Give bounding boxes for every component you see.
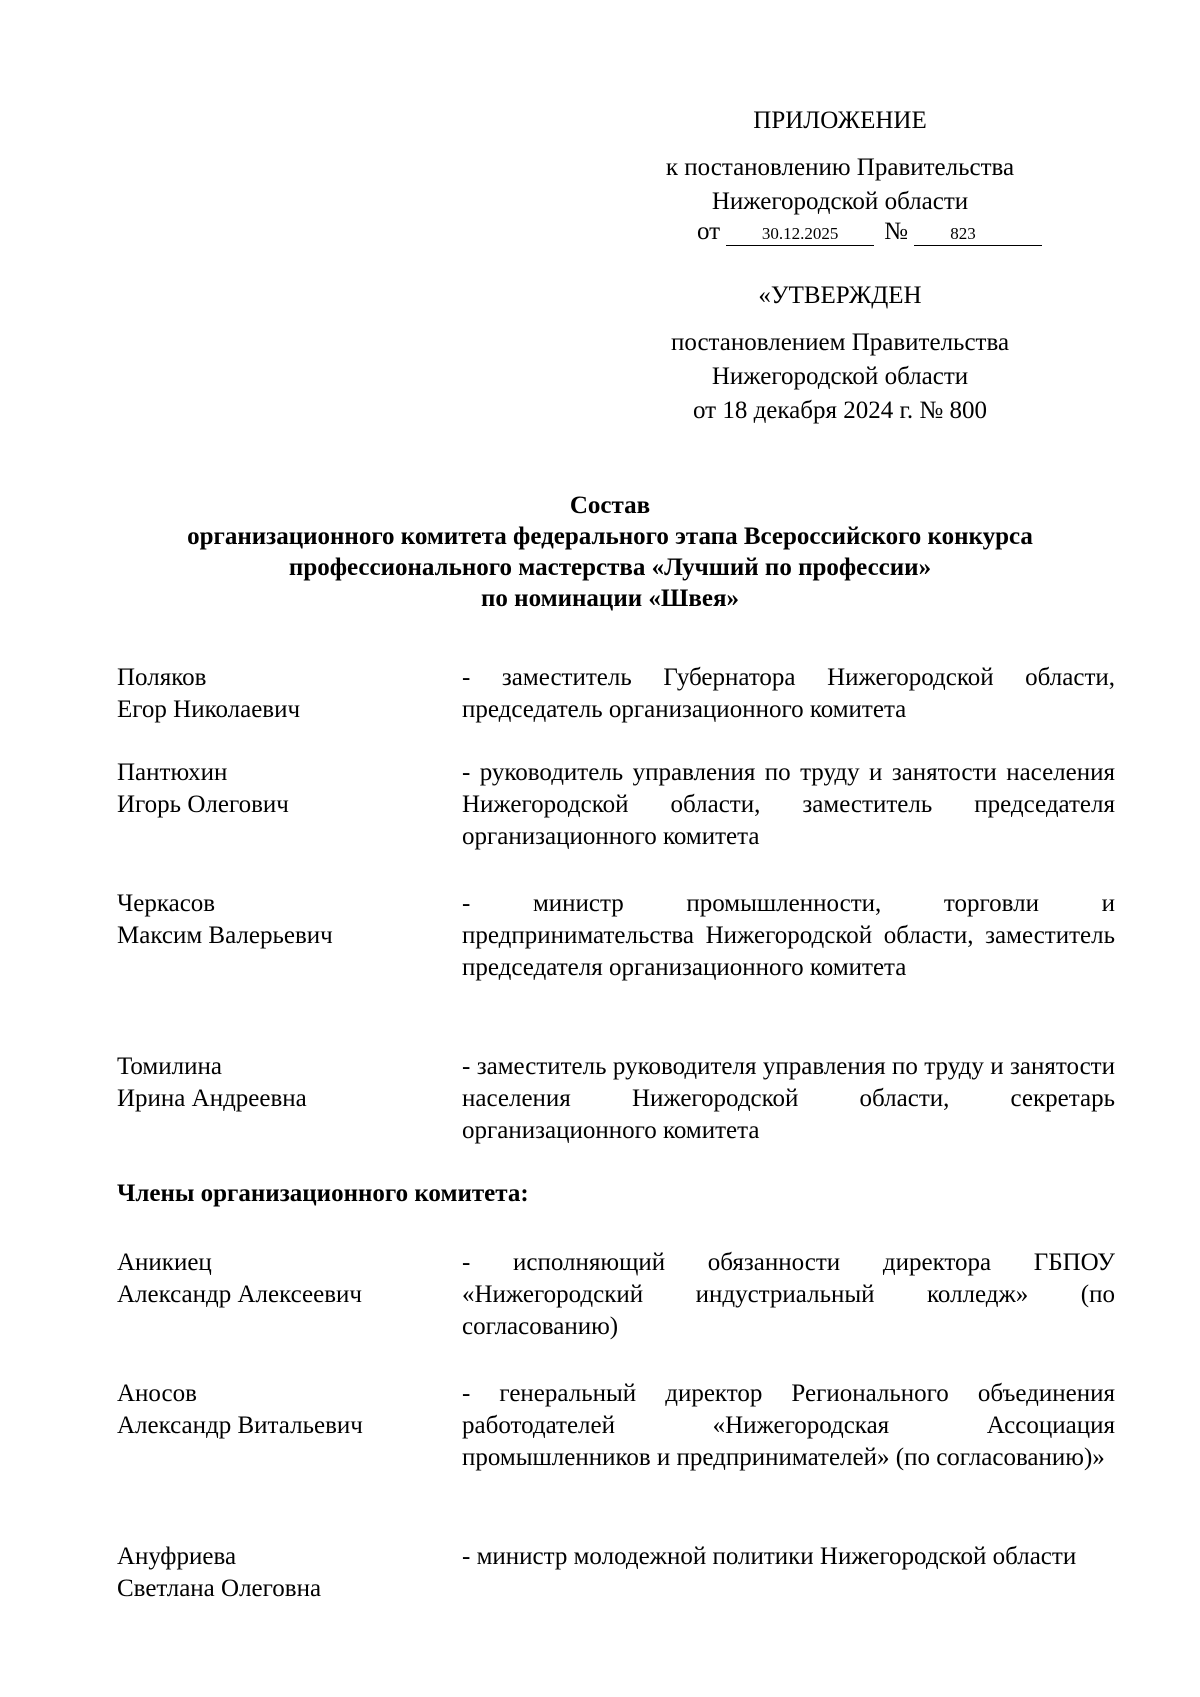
approved-line-3: от 18 декабря 2024 г. № 800 [692, 397, 988, 424]
member-role: - исполняющий обязанности директора ГБПОУ «Нижегородский индустриальный колледж» (по согласованию) [462, 1249, 1115, 1340]
member-role: - заместитель руководителя управления по труду и занятости населения Нижегородской области, секретарь организационного комитета [462, 1053, 1115, 1144]
member-surname: Аникиец [117, 1249, 212, 1276]
member-role: - министр молодежной политики Нижегородской области [462, 1543, 1077, 1570]
member-role: - заместитель Губернатора Нижегородской области, председатель организационного комитета [462, 664, 1115, 723]
reference-date: 30.12.2025 [726, 223, 874, 246]
member-given-name: Егор Николаевич [117, 696, 301, 723]
approved-line-1: постановлением Правительства [670, 329, 1010, 356]
document-title-line-1: Состав [569, 492, 651, 519]
member-given-name: Игорь Олегович [117, 791, 289, 818]
member-role: - руководитель управления по труду и занятости населения Нижегородской области, заместитель председателя организационного комитета [462, 759, 1115, 850]
appendix-title: ПРИЛОЖЕНИЕ [753, 107, 927, 134]
member-role: - министр промышленности, торговли и предпринимательства Нижегородской области, заместитель председателя организационного комитета [462, 890, 1115, 981]
appendix-reference [697, 215, 1042, 249]
member-given-name: Александр Алексеевич [117, 1281, 362, 1308]
member-name [117, 1051, 457, 1115]
approved-line-2: Нижегородской области [711, 363, 969, 390]
member-surname: Поляков [117, 664, 207, 691]
appendix-line-1: к постановлению Правительства [665, 154, 1015, 181]
document-title-line-4: по номинации «Швея» [481, 585, 739, 612]
member-name [117, 888, 457, 952]
reference-number-sign: № [884, 218, 908, 245]
member-given-name: Александр Витальевич [117, 1412, 363, 1439]
approved-title: «УТВЕРЖДЕН [758, 282, 922, 309]
reference-number: 823 [914, 223, 1042, 246]
member-name [117, 662, 457, 726]
member-name [117, 757, 457, 821]
appendix-lines [560, 151, 1120, 219]
member-given-name: Светлана Олеговна [117, 1575, 322, 1602]
member-name [117, 1247, 457, 1311]
approved-lines [560, 326, 1120, 428]
member-surname: Аносов [117, 1380, 197, 1407]
member-given-name: Максим Валерьевич [117, 922, 333, 949]
document-title-line-2: организационного комитета федерального этапа Всероссийского конкурса [187, 523, 1033, 550]
member-surname: Ануфриева [117, 1543, 237, 1570]
member-surname: Томилина [117, 1053, 222, 1080]
appendix-line-2: Нижегородской области [711, 188, 969, 215]
document-title [110, 490, 1110, 614]
reference-from-label: от [697, 218, 721, 245]
member-surname: Черкасов [117, 890, 216, 917]
member-name [117, 1541, 457, 1605]
member-name [117, 1378, 457, 1442]
members-heading: Члены организационного комитета: [117, 1180, 529, 1207]
member-role: - генеральный директор Регионального объединения работодателей «Нижегородская Ассоциация промышленников и предпринимателей» (по согласованию)» [462, 1380, 1115, 1471]
document-title-line-3: профессионального мастерства «Лучший по профессии» [288, 554, 932, 581]
member-given-name: Ирина Андреевна [117, 1085, 307, 1112]
member-surname: Пантюхин [117, 759, 228, 786]
